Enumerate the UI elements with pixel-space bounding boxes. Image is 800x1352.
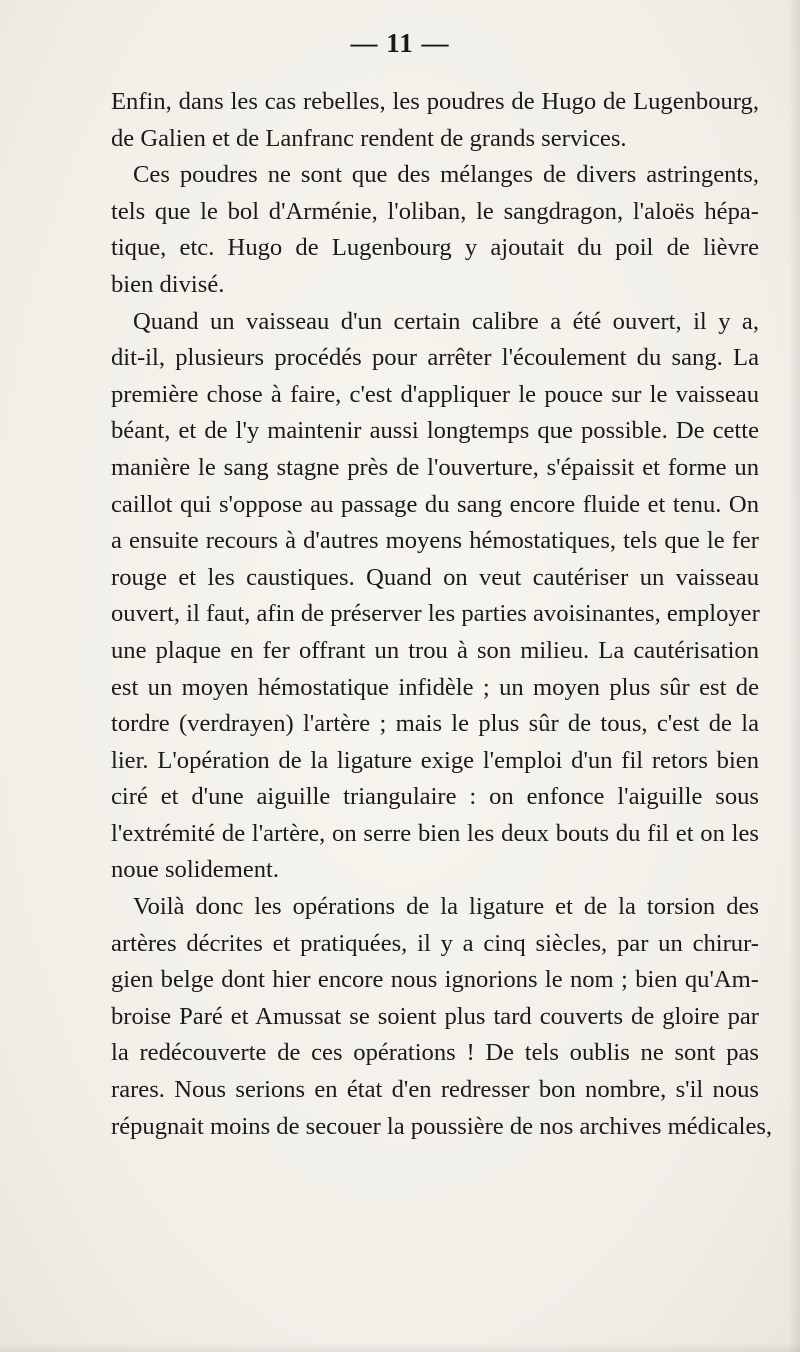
text-line: bien divisé. xyxy=(111,270,225,298)
text-line: Enfin, dans les cas rebelles, les poudres de Hugo de Lugenbourg, xyxy=(111,88,759,115)
body-text xyxy=(111,84,773,1145)
text-line: tordre (verdrayen) l'artère ; mais le plus sûr de tous, c'est de la xyxy=(111,710,759,738)
paragraph-1 xyxy=(111,84,759,157)
text-line: manière le sang stagne près de l'ouverture, s'épaissit et forme un xyxy=(111,453,759,481)
text-line: première chose à faire, c'est d'appliquer le pouce sur le vaisseau xyxy=(111,380,759,408)
text-line: de Galien et de Lanfranc rendent de grands services. xyxy=(111,124,627,152)
text-line: tique, etc. Hugo de Lugenbourg y ajoutait du poil de lièvre xyxy=(111,234,759,262)
page-bottom-shadow xyxy=(0,1342,800,1352)
text-line: béant, et de l'y maintenir aussi longtemps que possible. De cette xyxy=(111,417,759,445)
paragraph-4 xyxy=(111,889,773,1145)
text-line: l'extrémité de l'artère, on serre bien les deux bouts du fil et on les xyxy=(111,819,759,847)
text-line: caillot qui s'oppose au passage du sang encore fluide et tenu. On xyxy=(111,490,759,518)
text-line: lier. L'opération de la ligature exige l'emploi d'un fil retors bien xyxy=(111,746,759,774)
paragraph-2 xyxy=(111,157,759,303)
text-line: ciré et d'une aiguille triangulaire : on enfonce l'aiguille sous xyxy=(111,783,759,811)
paragraph-3 xyxy=(111,304,759,890)
text-line: broise Paré et Amussat se soient plus tard couverts de gloire par xyxy=(111,1002,759,1030)
text-line: artères décrites et pratiquées, il y a cinq siècles, par un chirur- xyxy=(111,929,759,957)
text-line: Quand un vaisseau d'un certain calibre a été ouvert, il y a, xyxy=(133,307,759,335)
text-line: Ces poudres ne sont que des mélanges de divers astringents, xyxy=(133,161,759,189)
page-number: — 11 — xyxy=(350,28,450,58)
text-line: la redécouverte de ces opérations ! De tels oublis ne sont pas xyxy=(111,1039,759,1067)
text-line: répugnait moins de secouer la poussière de nos archives médicales, xyxy=(111,1112,773,1140)
text-line: est un moyen hémostatique infidèle ; un moyen plus sûr est de xyxy=(111,673,759,701)
text-line: dit-il, plusieurs procédés pour arrêter l'écoulement du sang. La xyxy=(111,344,759,372)
text-line: rouge et les caustiques. Quand on veut cautériser un vaisseau xyxy=(111,563,759,591)
text-line: noue solidement. xyxy=(111,856,280,884)
text-line: a ensuite recours à d'autres moyens hémostatiques, tels que le fer xyxy=(111,527,759,555)
text-line: gien belge dont hier encore nous ignorions le nom ; bien qu'Am- xyxy=(111,966,759,994)
text-line: rares. Nous serions en état d'en redresser bon nombre, s'il nous xyxy=(111,1076,759,1104)
text-line: Voilà donc les opérations de la ligature et de la torsion des xyxy=(133,893,759,921)
page-edge-shadow xyxy=(788,0,800,1352)
text-line: ouvert, il faut, afin de préserver les parties avoisinantes, employer xyxy=(111,600,760,628)
text-line: tels que le bol d'Arménie, l'oliban, le sangdragon, l'aloës hépa- xyxy=(111,197,759,225)
text-line: une plaque en fer offrant un trou à son milieu. La cautérisation xyxy=(111,636,759,664)
